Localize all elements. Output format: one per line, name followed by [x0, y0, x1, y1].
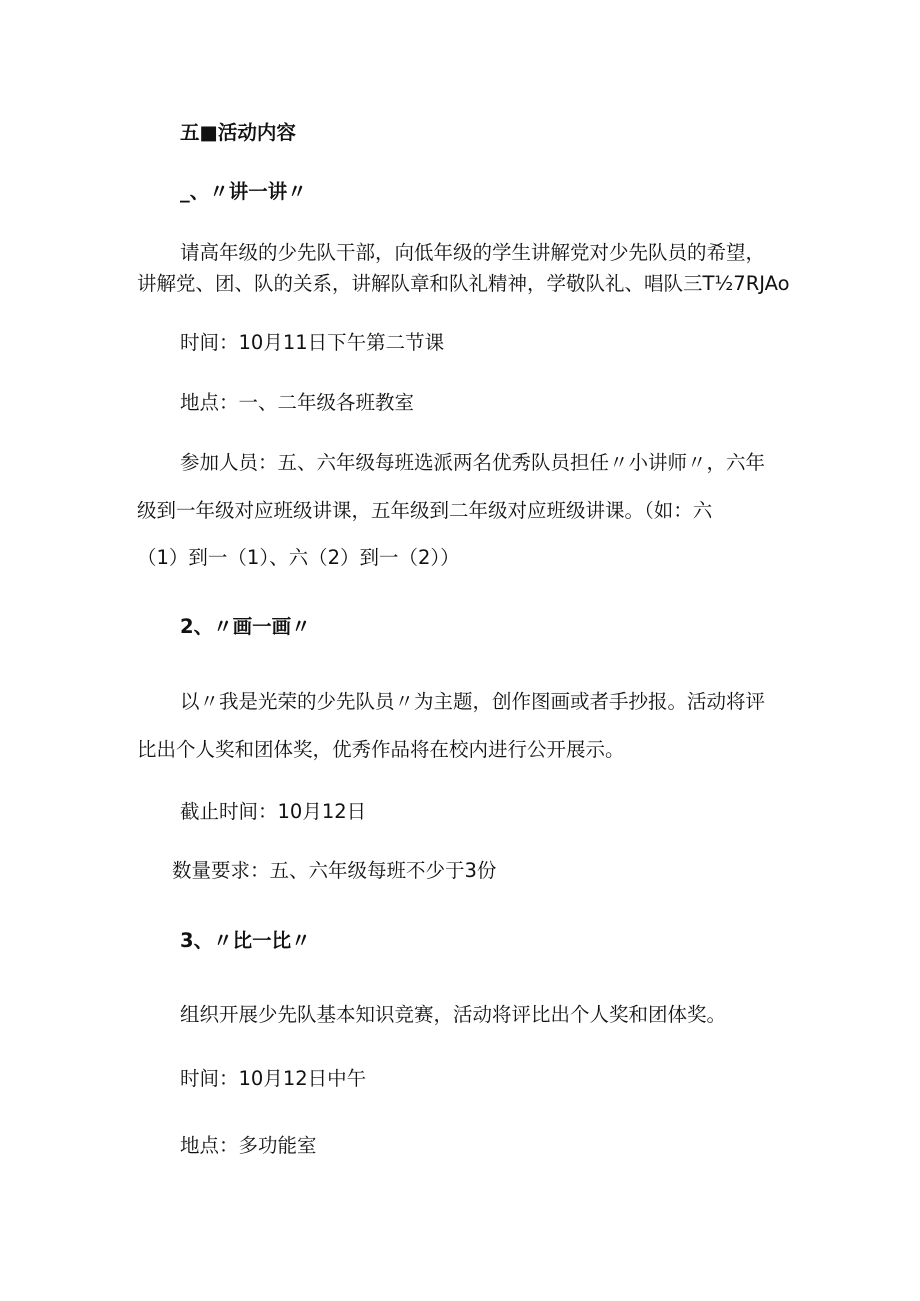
- item-1-heading: _、〃讲一讲〃: [180, 180, 307, 203]
- item-1-time: 时间：10月11日下午第二节课: [180, 331, 445, 354]
- item-3-body-line-1: 组织开展少先队基本知识竞赛，活动将评比出个人奖和团体奖。: [180, 1003, 727, 1026]
- item-1-participants-line-1: 参加人员：五、六年级每班选派两名优秀队员担任〃小讲师〃，六年: [180, 451, 766, 474]
- item-2-body-line-2: 比出个人奖和团体奖，优秀作品将在校内进行公开展示。: [137, 738, 625, 761]
- item-3-heading: 3、〃比一比〃: [180, 929, 311, 952]
- item-1-participants-line-2: 级到一年级对应班级讲课，五年级到二年级对应班级讲课。（如：六: [137, 499, 713, 522]
- item-1-place: 地点：一、二年级各班教室: [180, 391, 415, 414]
- item-3-place: 地点：多功能室: [180, 1134, 317, 1157]
- section-title: 五■活动内容: [180, 121, 296, 144]
- item-2-heading: 2、〃画一画〃: [180, 615, 311, 638]
- item-2-body-line-1: 以〃我是光荣的少先队员〃为主题，创作图画或者手抄报。活动将评: [180, 690, 766, 713]
- item-1-body-line-1: 请高年级的少先队干部，向低年级的学生讲解党对少先队员的希望，: [180, 241, 766, 264]
- item-1-participants-line-3: （1）到一（1）、六（2）到一（2））: [137, 546, 460, 569]
- item-2-deadline: 截止时间：10月12日: [180, 800, 367, 823]
- item-3-time: 时间：10月12日中午: [180, 1067, 367, 1090]
- item-2-quantity: 数量要求：五、六年级每班不少于3份: [172, 859, 497, 882]
- item-1-body-line-2: 讲解党、团、队的关系，讲解队章和队礼精神，学敬队礼、唱队三T½7RJAo: [137, 272, 790, 295]
